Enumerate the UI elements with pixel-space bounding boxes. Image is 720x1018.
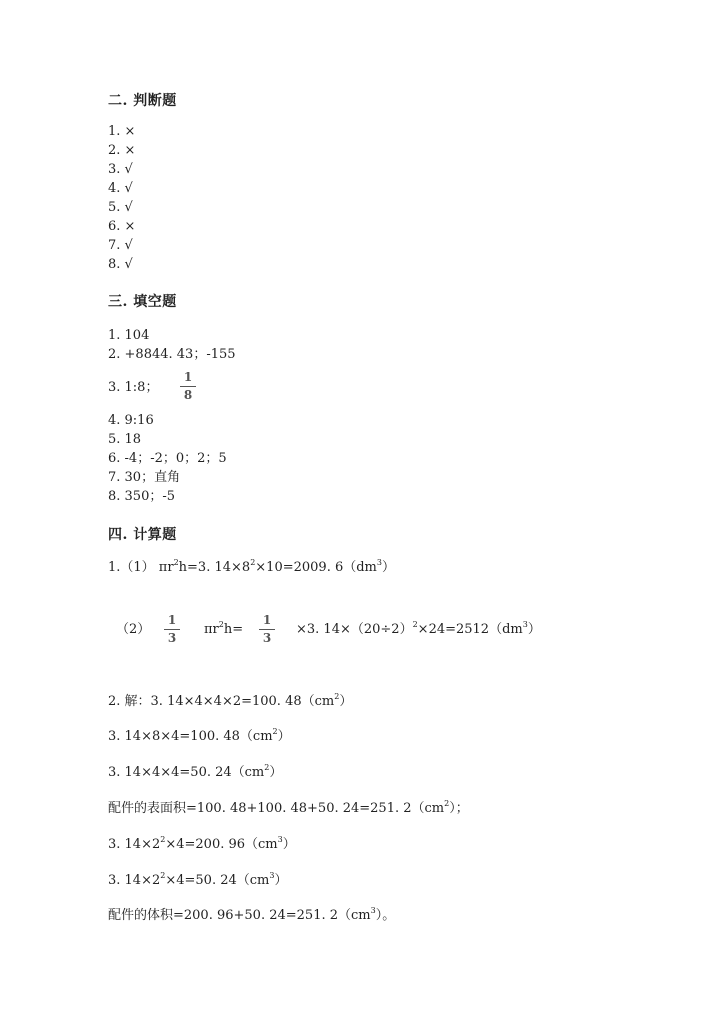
calc-line: 3. $14\times 2^2\times 4=50$. $24(cm^3)$	[108, 871, 288, 888]
calc-part-2-result: ×3. $14\times(20\div 2)^2\times 24=2512(dm^3)$	[296, 620, 541, 637]
fraction	[164, 614, 180, 645]
calc-line: 3. 14×4×4=50. $24(cm^2)$	[108, 763, 283, 780]
calc-line: 配件的表面积=100. 48+100. 48+50. 24=251. $2(cm^2)$；	[108, 799, 469, 816]
fraction	[259, 614, 275, 645]
fill-item: 5. 18	[108, 432, 142, 447]
fraction-denominator: 3	[262, 631, 272, 645]
judgement-item: 6. ×	[108, 219, 136, 234]
fraction-numerator: 1	[183, 370, 193, 384]
judgement-item: 5. √	[108, 200, 133, 215]
judgement-item: 7. √	[108, 238, 133, 253]
fill-item: 8. 350；-5	[108, 489, 176, 504]
fraction-denominator: 8	[183, 388, 193, 402]
section-title-calculation: 四. 计算题	[108, 527, 177, 543]
judgement-item: 3. √	[108, 162, 133, 177]
fill-item: 4. 9:16	[108, 413, 154, 428]
section-title-fill-blank: 三. 填空题	[108, 294, 177, 310]
section-title-judgement: 二. 判断题	[108, 93, 177, 109]
fraction-bar	[259, 629, 275, 630]
fill-item: 7. 30；直角	[108, 470, 181, 485]
judgement-item: 4. √	[108, 181, 133, 196]
judgement-item: 2. ×	[108, 143, 136, 158]
calc-line: 3. 14×8×4=100. $48(cm^2)$	[108, 727, 291, 744]
calc-line-1: 1.（1） $\pi r^2h=3$. $14\times 8^2\times 10=2009$. $6(dm^3)$	[108, 558, 395, 575]
fill-item: 6. -4；-2；0；2；5	[108, 451, 227, 466]
fraction	[180, 371, 196, 402]
judgement-item: 8. √	[108, 257, 133, 272]
fraction-bar	[180, 386, 196, 387]
calc-line: 配件的体积=200. 96+50. 24=251. $2(cm^3)$。	[108, 906, 396, 923]
judgement-item: 1. ×	[108, 124, 136, 139]
fraction-denominator: 3	[167, 631, 177, 645]
fill-item: 3. 1:8；	[108, 380, 159, 395]
calc-line: 2. 解：3. 14×4×4×2=100. $48(cm^2)$	[108, 692, 353, 709]
fraction-numerator: 1	[167, 613, 177, 627]
calc-line: 3. $14\times 2^2\times 4=200$. $96(cm^3)$	[108, 835, 296, 852]
fill-item: 1. 104	[108, 328, 150, 343]
fill-item: 2. +8844. 43；-155	[108, 347, 236, 362]
calc-part-2-label: （2）	[116, 622, 151, 637]
calc-part-2-formula: $\pi r^2h=$	[204, 620, 244, 637]
fraction-numerator: 1	[262, 613, 272, 627]
fraction-bar	[164, 629, 180, 630]
